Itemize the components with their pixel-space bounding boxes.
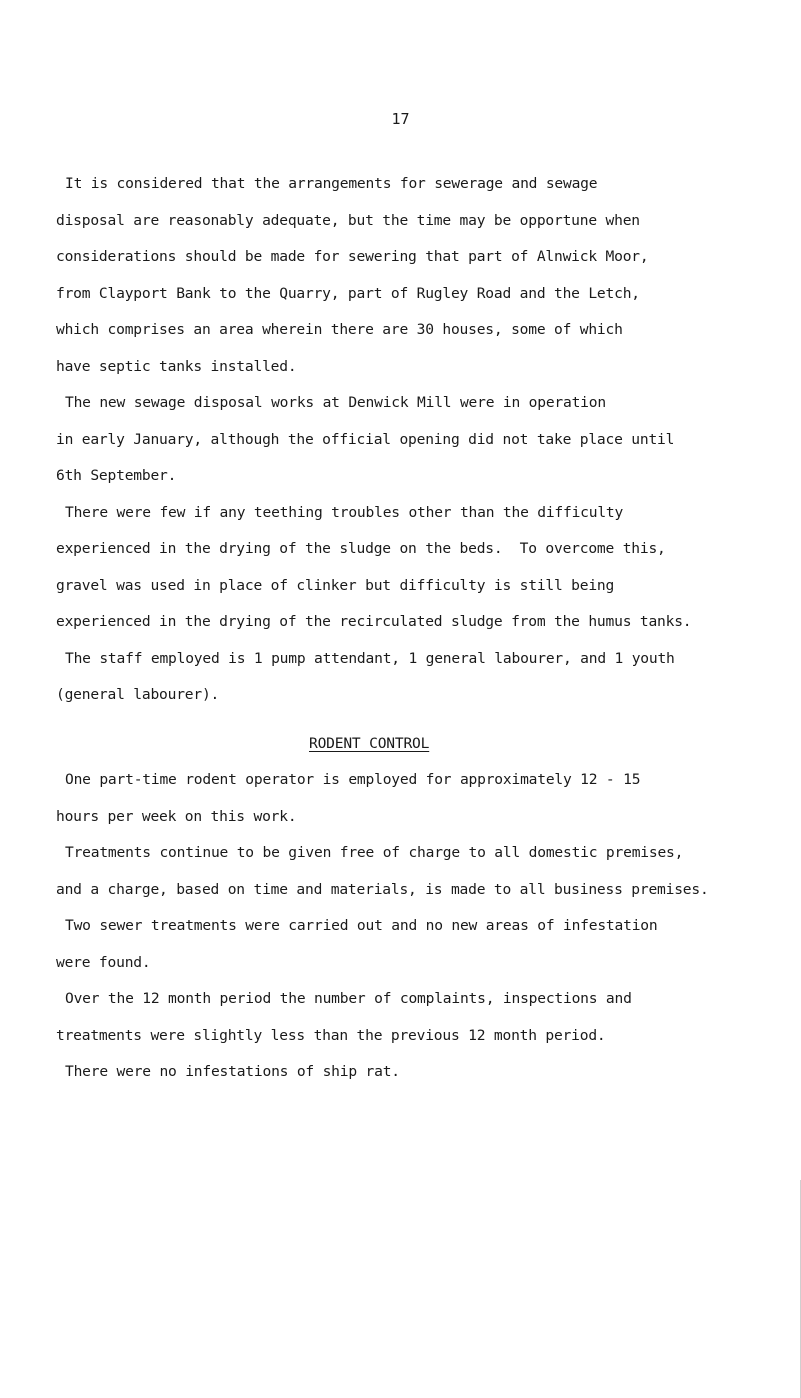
paragraph	[56, 641, 796, 714]
text-line: treatments were slightly less than the previous 12 month period.	[56, 1026, 606, 1044]
text-line: disposal are reasonably adequate, but the time may be opportune when	[56, 211, 640, 229]
section-heading	[56, 726, 796, 763]
paragraph	[56, 385, 796, 495]
text-line: and a charge, based on time and materials, is made to all business premises.	[56, 880, 709, 898]
text-line: 6th September.	[56, 467, 177, 484]
paragraph	[56, 908, 796, 981]
text-line: There were no infestations of ship rat.	[65, 1063, 400, 1080]
paragraph	[56, 835, 796, 908]
text-line: were found.	[56, 953, 151, 971]
text-line: Over the 12 month period the number of complaints, inspections and	[65, 990, 632, 1007]
sewerage-section	[56, 166, 796, 714]
page-number: 17	[391, 110, 410, 128]
section-heading-text: RODENT CONTROL	[309, 734, 430, 752]
text-line: in early January, although the official opening did not take place until	[56, 430, 675, 448]
document-body	[56, 166, 796, 1091]
paragraph	[56, 981, 796, 1054]
paragraph	[56, 166, 796, 385]
paragraph	[56, 762, 796, 835]
text-line: considerations should be made for sewering that part of Alnwick Moor,	[56, 248, 649, 265]
paragraph	[56, 495, 796, 641]
text-line: experienced in the drying of the recirculated sludge from the humus tanks.	[56, 613, 692, 630]
text-line: Treatments continue to be given free of charge to all domestic premises,	[65, 844, 684, 861]
rodent-control-section	[56, 726, 796, 1091]
text-line: which comprises an area wherein there are 30 houses, some of which	[56, 321, 623, 338]
text-line: The staff employed is 1 pump attendant, 1 general labourer, and 1 youth	[65, 649, 675, 667]
text-line: One part-time rodent operator is employed for approximately 12 - 15	[65, 771, 641, 788]
text-line: It is considered that the arrangements for sewerage and sewage	[65, 175, 598, 192]
text-line: (general labourer).	[56, 686, 220, 703]
paragraph	[56, 1054, 796, 1091]
text-line: experienced in the drying of the sludge on the beds. To overcome this,	[56, 540, 666, 557]
text-line: from Clayport Bank to the Quarry, part of Rugley Road and the Letch,	[56, 284, 640, 302]
text-line: The new sewage disposal works at Denwick Mill were in operation	[65, 394, 606, 411]
text-line: hours per week on this work.	[56, 807, 297, 825]
text-line: have septic tanks installed.	[56, 357, 297, 375]
text-line: Two sewer treatments were carried out and no new areas of infestation	[65, 917, 658, 934]
text-line: gravel was used in place of clinker but difficulty is still being	[56, 576, 615, 594]
text-line: There were few if any teething troubles other than the difficulty	[65, 503, 624, 521]
